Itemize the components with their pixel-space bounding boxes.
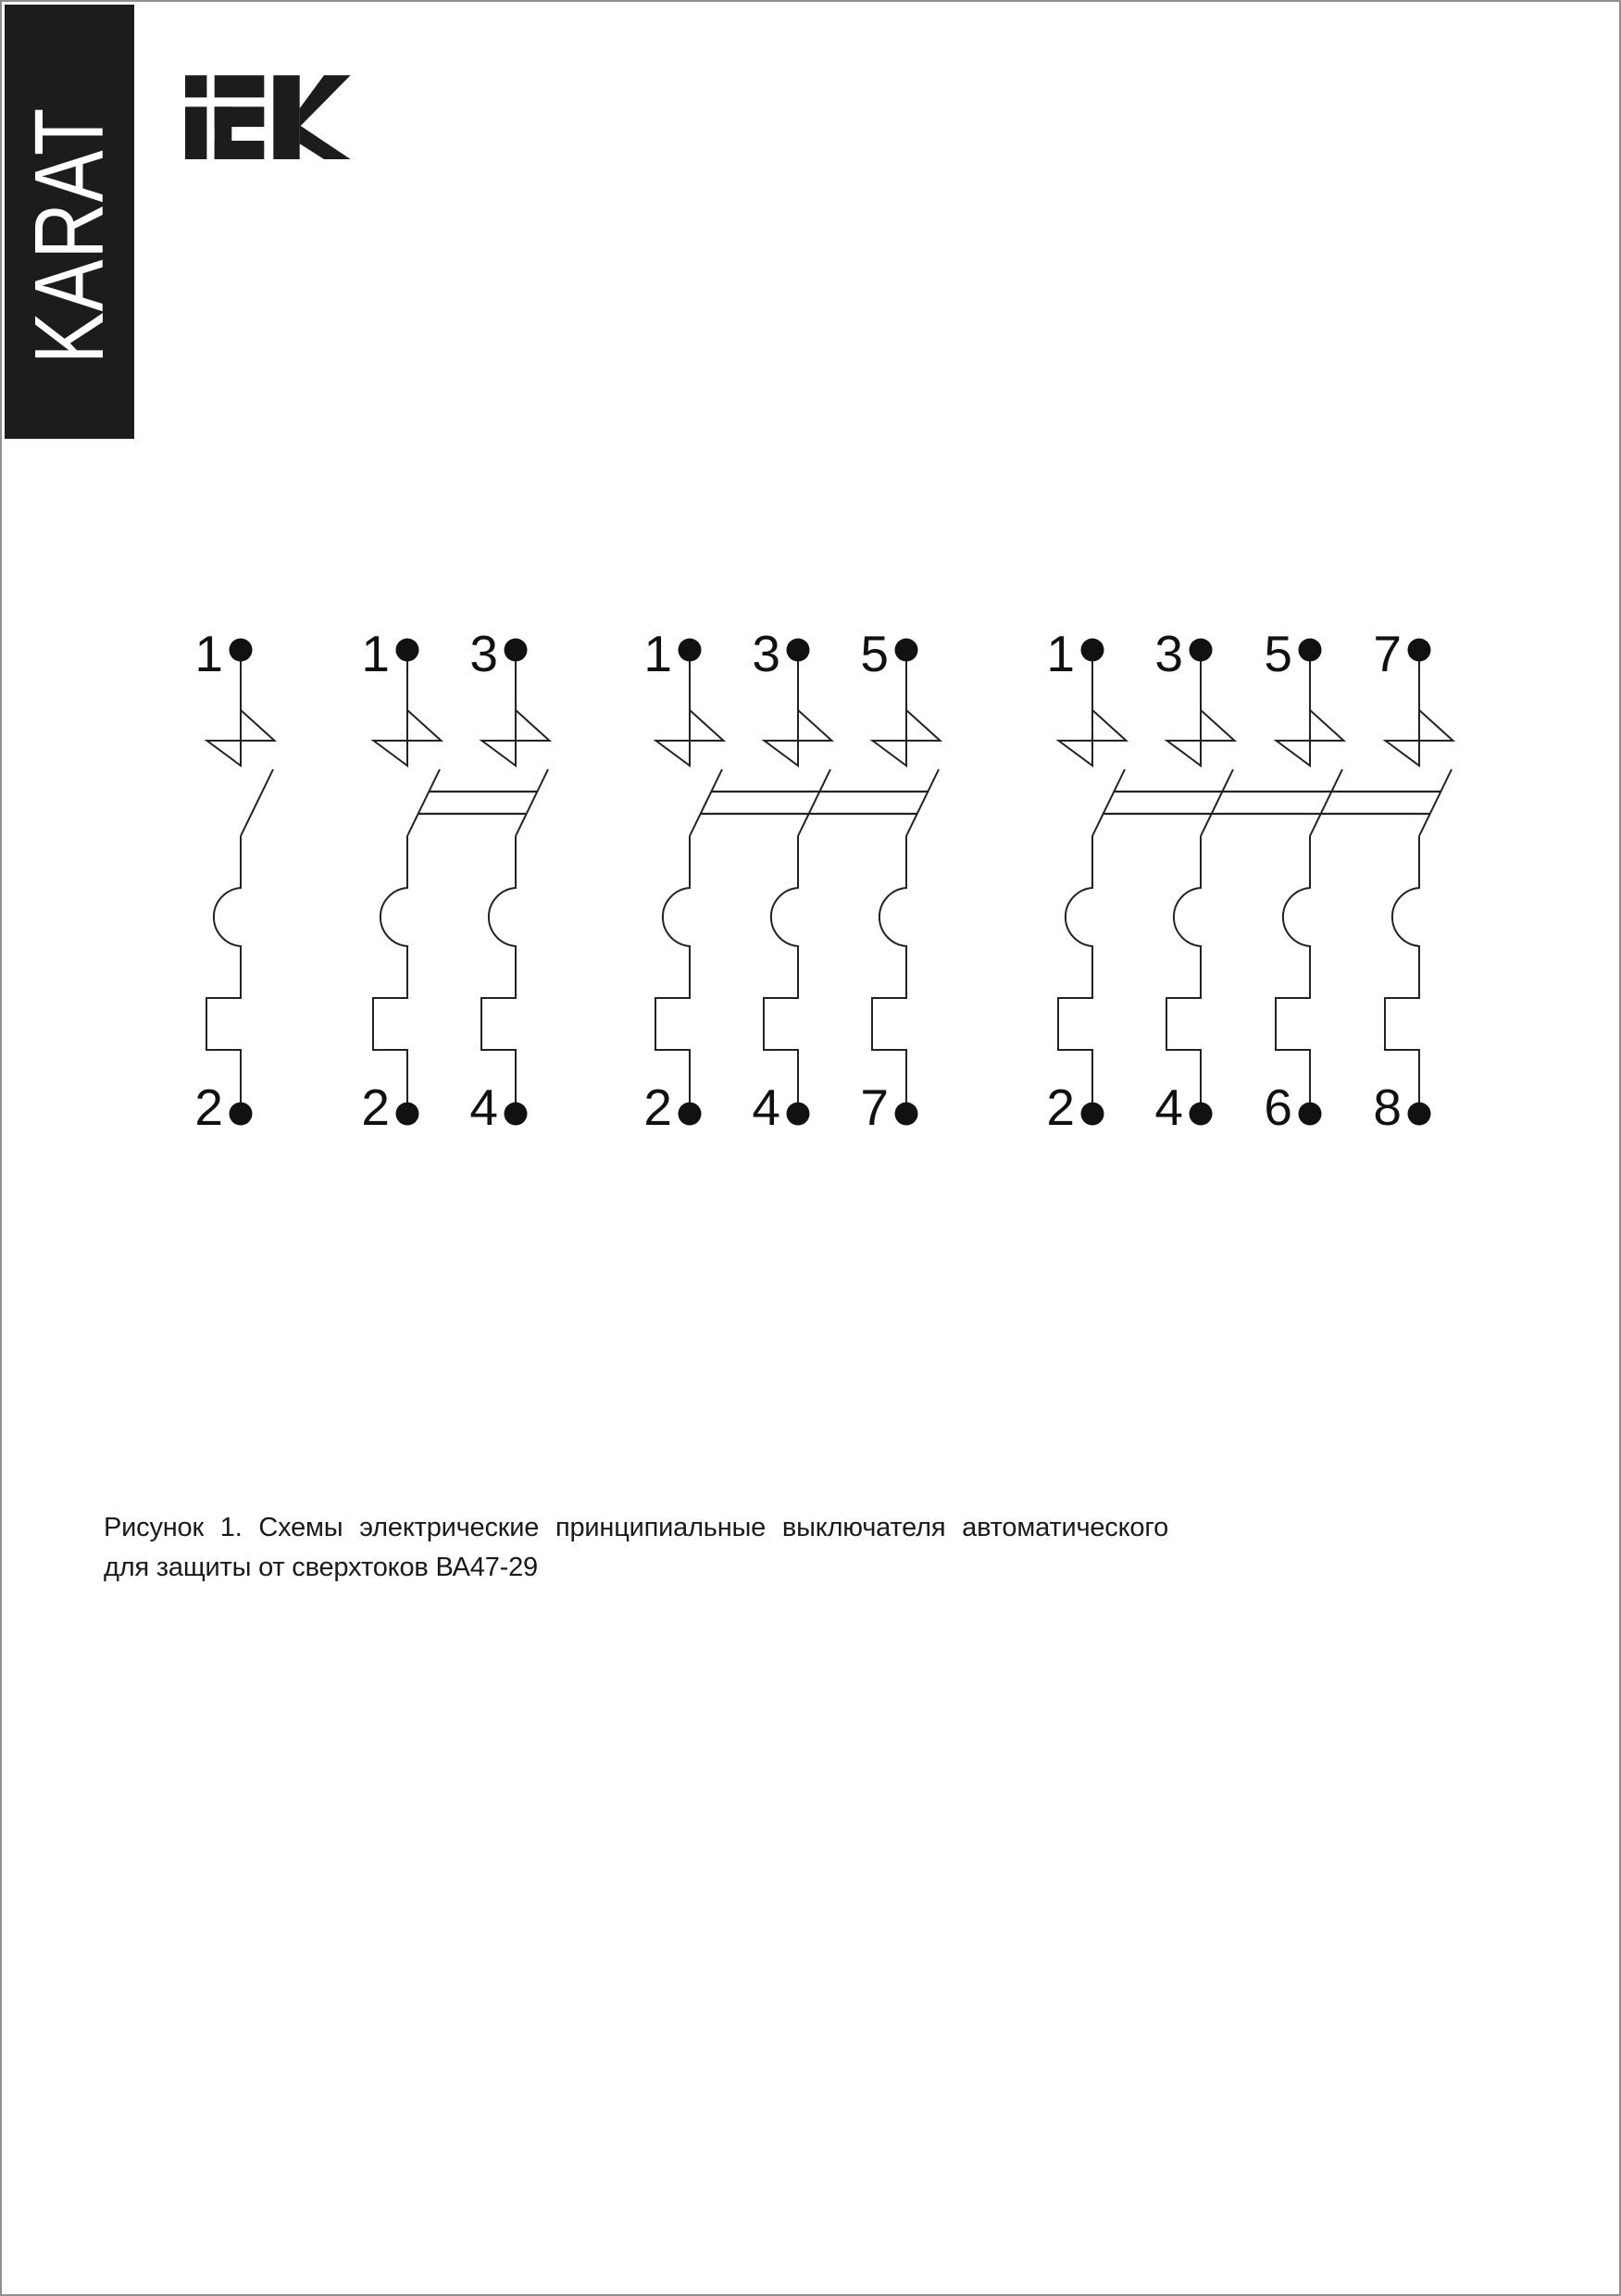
- breaker-1-pole-top-terminal-label: 1: [194, 625, 223, 682]
- figure-caption: [104, 1508, 1168, 1588]
- breaker-4-pole-trip-unit-path: [1166, 836, 1201, 1114]
- breaker-2-pole-bottom-terminal-label: 4: [469, 1079, 498, 1136]
- breaker-4-pole-top-terminal-dot: [1190, 639, 1213, 662]
- breaker-4-pole-contact-triangle-upper: [1092, 710, 1127, 741]
- breaker-4-pole-contact-triangle-upper: [1419, 710, 1453, 741]
- breaker-4-pole-bottom-terminal-dot: [1081, 1103, 1104, 1126]
- breaker-4-pole-trip-unit-path: [1385, 836, 1419, 1114]
- breaker-2-pole-contact-triangle-upper: [516, 710, 550, 741]
- breaker-4-pole-trip-unit-path: [1058, 836, 1092, 1114]
- breaker-4-pole-top-terminal-label: 5: [1264, 625, 1292, 682]
- circuit-breaker-schematics: [2, 2, 1621, 2296]
- breaker-4-pole-contact-triangle-upper: [1201, 710, 1235, 741]
- breaker-4-pole-bottom-terminal-dot: [1299, 1103, 1322, 1126]
- caption-word: принципиальные: [555, 1513, 767, 1542]
- breaker-3-pole-contact-blade: [906, 769, 939, 836]
- caption-word: Схемы: [258, 1513, 343, 1542]
- breaker-3-pole-contact-triangle-upper: [798, 710, 832, 741]
- breaker-2-pole-contact-blade: [516, 769, 548, 836]
- breaker-4-pole-bottom-terminal-label: 6: [1264, 1079, 1292, 1136]
- breaker-3-pole-contact-triangle-upper: [690, 710, 724, 741]
- breaker-3-pole-contact-triangle-lower: [873, 741, 907, 766]
- breaker-4-pole-bottom-terminal-label: 8: [1373, 1079, 1402, 1136]
- breaker-4-pole-bottom-terminal-dot: [1190, 1103, 1213, 1126]
- breaker-1-pole-contact-triangle-lower: [207, 741, 242, 766]
- breaker-2-pole-top-terminal-dot: [396, 639, 419, 662]
- breaker-1-pole-contact-blade: [241, 769, 273, 836]
- breaker-4-pole-contact-triangle-lower: [1059, 741, 1093, 766]
- breaker-4-pole-top-terminal-dot: [1408, 639, 1431, 662]
- caption-word: 1.: [219, 1513, 243, 1542]
- breaker-1-pole-contact-triangle-upper: [241, 710, 275, 741]
- breaker-4-pole-contact-blade: [1419, 769, 1452, 836]
- breaker-3-pole-bottom-terminal-label: 2: [643, 1079, 672, 1136]
- breaker-4-pole-contact-triangle-lower: [1167, 741, 1202, 766]
- figure-caption-line2: для защиты от сверхтоков ВА47-29: [104, 1553, 538, 1582]
- karat-banner-text: KARAT: [14, 107, 124, 364]
- caption-word: выключателя: [781, 1513, 946, 1542]
- breaker-1-pole-bottom-terminal-label: 2: [194, 1079, 223, 1136]
- breaker-2-pole-top-terminal-dot: [505, 639, 528, 662]
- breaker-1-pole-trip-unit-path: [206, 836, 241, 1114]
- breaker-4-pole-top-terminal-label: 3: [1154, 625, 1183, 682]
- breaker-4-pole-contact-blade: [1201, 769, 1233, 836]
- breaker-3-pole-top-terminal-dot: [787, 639, 810, 662]
- breaker-2-pole-top-terminal-label: 3: [469, 625, 498, 682]
- breaker-3-pole-contact-triangle-upper: [906, 710, 941, 741]
- breaker-4-pole-top-terminal-dot: [1081, 639, 1104, 662]
- caption-word: автоматического: [962, 1513, 1168, 1542]
- breaker-4-pole-trip-unit-path: [1276, 836, 1310, 1114]
- breaker-3-pole-bottom-terminal-dot: [787, 1103, 810, 1126]
- figure-caption-line1: [104, 1508, 1168, 1548]
- breaker-3-pole-contact-blade: [798, 769, 830, 836]
- breaker-4-pole-bottom-terminal-label: 2: [1046, 1079, 1075, 1136]
- breaker-3-pole-bottom-terminal-label: 7: [860, 1079, 889, 1136]
- breaker-3-pole-top-terminal-label: 1: [643, 625, 672, 682]
- breaker-3-pole-trip-unit-path: [872, 836, 906, 1114]
- breaker-3-pole-contact-triangle-lower: [656, 741, 691, 766]
- breaker-2-pole-contact-blade: [407, 769, 440, 836]
- breaker-4-pole-contact-triangle-lower: [1277, 741, 1311, 766]
- breaker-1-pole-top-terminal-dot: [230, 639, 253, 662]
- breaker-4-pole-contact-blade: [1092, 769, 1125, 836]
- breaker-2-pole-top-terminal-label: 1: [361, 625, 390, 682]
- breaker-3-pole-top-terminal-dot: [679, 639, 702, 662]
- breaker-4-pole-top-terminal-label: 7: [1373, 625, 1402, 682]
- breaker-3-pole-trip-unit-path: [764, 836, 798, 1114]
- breaker-2-pole-contact-triangle-lower: [482, 741, 517, 766]
- breaker-3-pole-trip-unit-path: [655, 836, 690, 1114]
- caption-word: Рисунок: [104, 1513, 204, 1542]
- breaker-2-pole-bottom-terminal-dot: [505, 1103, 528, 1126]
- breaker-1-pole-bottom-terminal-dot: [230, 1103, 253, 1126]
- caption-word: электрические: [359, 1513, 540, 1542]
- breaker-4-pole-contact-triangle-upper: [1310, 710, 1344, 741]
- breaker-2-pole-bottom-terminal-dot: [396, 1103, 419, 1126]
- breaker-4-pole-top-terminal-label: 1: [1046, 625, 1075, 682]
- breaker-3-pole-top-terminal-label: 3: [752, 625, 780, 682]
- breaker-2-pole-contact-triangle-lower: [374, 741, 408, 766]
- breaker-4-pole-top-terminal-dot: [1299, 639, 1322, 662]
- breaker-4-pole-contact-triangle-lower: [1386, 741, 1420, 766]
- breaker-2-pole-bottom-terminal-label: 2: [361, 1079, 390, 1136]
- breaker-3-pole-contact-triangle-lower: [765, 741, 799, 766]
- breaker-3-pole-bottom-terminal-dot: [679, 1103, 702, 1126]
- breaker-3-pole-bottom-terminal-label: 4: [752, 1079, 780, 1136]
- breaker-4-pole-bottom-terminal-label: 4: [1154, 1079, 1183, 1136]
- breaker-2-pole-trip-unit-path: [373, 836, 407, 1114]
- breaker-3-pole-contact-blade: [690, 769, 722, 836]
- breaker-3-pole-top-terminal-label: 5: [860, 625, 889, 682]
- breaker-2-pole-trip-unit-path: [481, 836, 516, 1114]
- breaker-3-pole-bottom-terminal-dot: [895, 1103, 918, 1126]
- breaker-4-pole-contact-blade: [1310, 769, 1342, 836]
- breaker-4-pole-bottom-terminal-dot: [1408, 1103, 1431, 1126]
- breaker-2-pole-contact-triangle-upper: [407, 710, 442, 741]
- breaker-3-pole-top-terminal-dot: [895, 639, 918, 662]
